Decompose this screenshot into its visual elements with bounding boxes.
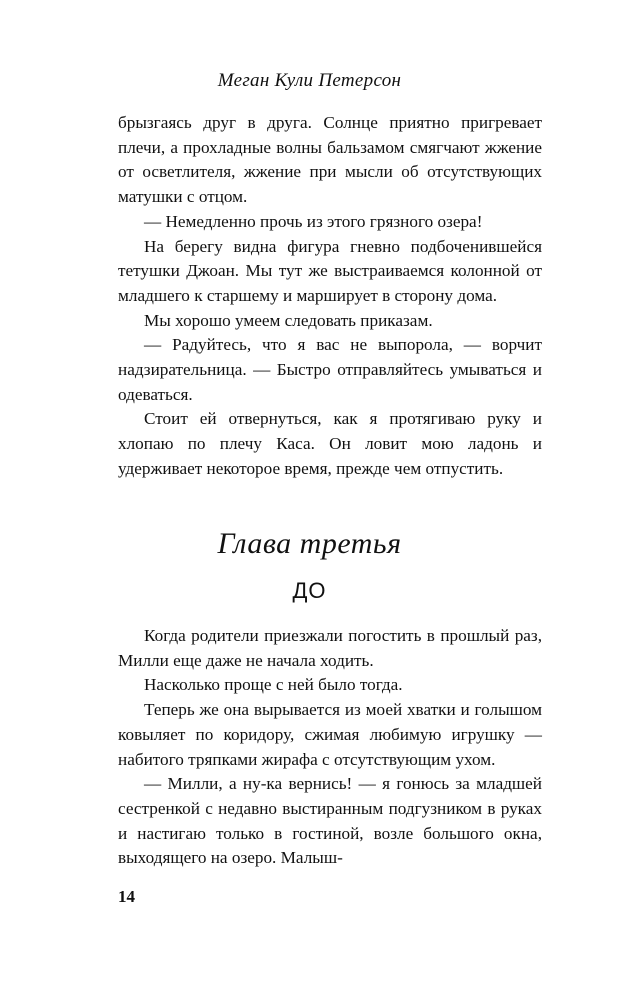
paragraph: На берегу видна фигура гневно подбоченившейся тетушки Джоан. Мы тут же выстраиваемся колонной от младшего к старшему и марширует в сторону дома.	[118, 236, 542, 305]
paragraph: Когда родители приезжали погостить в прошлый раз, Милли еще даже не начала ходить.	[118, 626, 542, 670]
page-number: 14	[118, 887, 135, 906]
running-header: Меган Кули Петерсон	[217, 70, 402, 91]
text-block-bottom	[118, 624, 542, 871]
text-block-top	[118, 111, 542, 482]
chapter-title: Глава третья	[217, 527, 402, 560]
paragraph: — Милли, а ну-ка вернись! — я гонюсь за младшей сестренкой с недавно выстиранным подгузником в руках и настигаю только в гостиной, возле большого окна, выходящего на озеро. Малыш-	[118, 774, 542, 868]
chapter-subtitle: ДО	[292, 578, 327, 603]
paragraph: Стоит ей отвернуться, как я протягиваю руку и хлопаю по плечу Каса. Он ловит мою ладонь и удерживает некоторое время, прежде чем отпустить.	[118, 409, 542, 478]
paragraph: — Немедленно прочь из этого грязного озера!	[144, 211, 483, 231]
paragraph: Мы хорошо умеем следовать приказам.	[144, 310, 433, 330]
paragraph: Теперь же она вырывается из моей хватки и голышом ковыляет по коридору, сжимая любимую игрушку — набитого тряпками жирафа с отсутствующим ухом.	[118, 700, 542, 769]
paragraph: брызгаясь друг в друга. Солнце приятно пригревает плечи, а прохладные волны бальзамом смягчают жжение от осветлителя, жжение при мысли об отсутствующих матушки с отцом.	[118, 113, 542, 207]
paragraph: Насколько проще с ней было тогда.	[144, 675, 403, 695]
paragraph: — Радуйтесь, что я вас не выпорола, — ворчит надзирательница. — Быстро отправляйтесь умываться и одеваться.	[118, 335, 542, 404]
